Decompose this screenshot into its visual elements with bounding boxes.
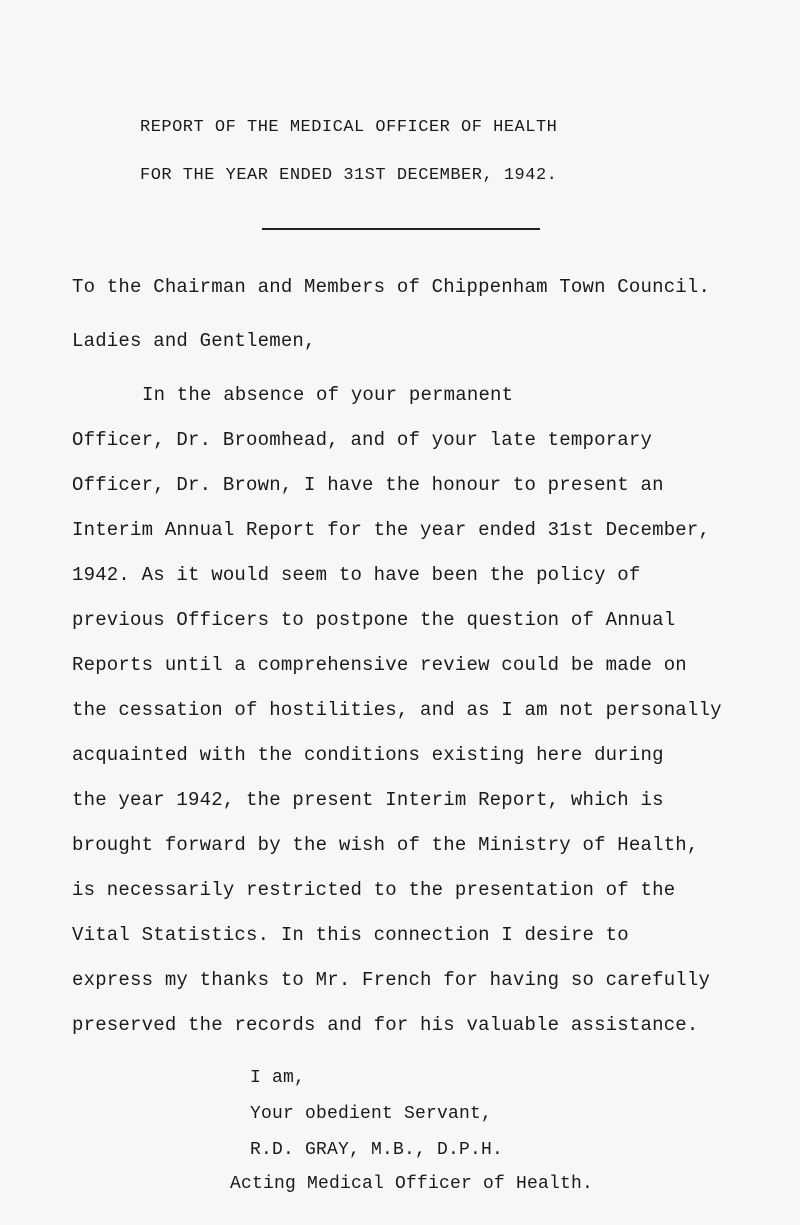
closing-obedient-servant: Your obedient Servant, — [250, 1104, 493, 1124]
report-title-line-2: FOR THE YEAR ENDED 31ST DECEMBER, 1942. — [140, 166, 558, 185]
body-line: the year 1942, the present Interim Report, which is — [72, 789, 664, 811]
closing-i-am: I am, — [250, 1068, 306, 1088]
body-line: is necessarily restricted to the presentation of the — [72, 879, 676, 901]
body-line: brought forward by the wish of the Ministry of Health, — [72, 834, 699, 856]
body-line: Interim Annual Report for the year ended 31st December, — [72, 519, 711, 541]
body-line: Officer, Dr. Broomhead, and of your late temporary — [72, 429, 653, 451]
body-line: 1942. As it would seem to have been the policy of — [72, 564, 641, 586]
body-line: the cessation of hostilities, and as I am not personally — [72, 699, 722, 721]
title-underline-rule — [262, 228, 540, 230]
letter-salutation: Ladies and Gentlemen, — [72, 330, 316, 352]
body-line: Officer, Dr. Brown, I have the honour to present an — [72, 474, 664, 496]
body-line: Vital Statistics. In this connection I desire to — [72, 924, 629, 946]
body-line: acquainted with the conditions existing here during — [72, 744, 664, 766]
body-line: previous Officers to postpone the question of Annual — [72, 609, 676, 631]
letter-address: To the Chairman and Members of Chippenham Town Council. — [72, 276, 711, 298]
signatory-title: Acting Medical Officer of Health. — [230, 1174, 594, 1194]
report-title-line-1: REPORT OF THE MEDICAL OFFICER OF HEALTH — [140, 118, 558, 137]
body-line: Reports until a comprehensive review could be made on — [72, 654, 687, 676]
body-line: preserved the records and for his valuable assistance. — [72, 1014, 699, 1036]
body-line: In the absence of your permanent — [142, 384, 514, 406]
body-line: express my thanks to Mr. French for having so carefully — [72, 969, 711, 991]
signatory-name: R.D. GRAY, M.B., D.P.H. — [250, 1140, 504, 1160]
